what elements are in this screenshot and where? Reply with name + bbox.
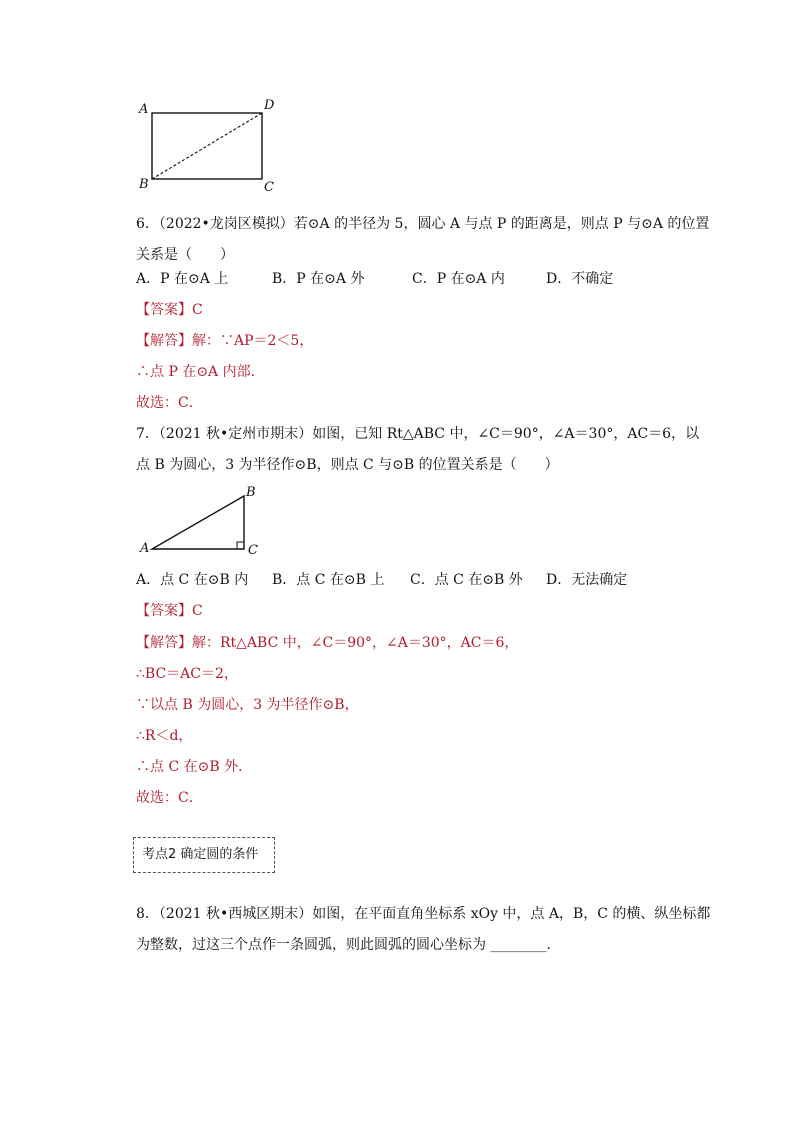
q7-stem-line2: 点 B 为圆心，3 为半径作⊙B，则点 C 与⊙B 的位置关系是（ ）	[136, 457, 559, 473]
triangle-label-a: A	[140, 541, 150, 556]
q7-stem-line1: 7．（2021 秋•定州市期末）如图，已知 Rt△ABC 中，∠C＝90°，∠A＝30°，AC＝6，以	[136, 426, 700, 442]
answer-value: C	[192, 603, 203, 619]
answer-label: 【答案】	[136, 302, 192, 318]
q7-answer	[136, 601, 203, 621]
q6-option-d: D．不确定	[546, 271, 614, 287]
q7-option-c: C．点 C 在⊙B 外	[410, 572, 523, 588]
q8-stem-line1: 8．（2021 秋•西城区期末）如图，在平面直角坐标系 xOy 中，点 A，B，C 的横、纵坐标都	[136, 906, 711, 922]
q6-option-a: A．P 在⊙A 上	[136, 271, 229, 287]
q7-analysis-line6: 故选：C．	[136, 790, 203, 806]
q8-stem-line2: 为整数，过这三个点作一条圆弧，则此圆弧的圆心坐标为 ________．	[136, 937, 561, 953]
section-heading: 考点2 确定圆的条件	[133, 837, 275, 873]
q6-stem-line2: 关系是（ ）	[136, 247, 234, 263]
analysis-label: 【解答】	[136, 635, 192, 651]
answer-value: C	[192, 302, 203, 318]
q6-analysis-line3: 故选：C．	[136, 395, 203, 411]
analysis-text: 解：Rt△ABC 中，∠C＝90°，∠A＝30°，AC＝6，	[192, 635, 519, 651]
q7-analysis-line1	[136, 633, 518, 653]
label-d: D	[264, 98, 275, 113]
q7-option-b: B．点 C 在⊙B 上	[272, 572, 385, 588]
label-a: A	[139, 102, 149, 117]
analysis-label: 【解答】	[136, 333, 192, 349]
triangle-abc	[152, 496, 244, 549]
triangle-label-c: C	[248, 543, 258, 558]
q6-option-b: B．P 在⊙A 外	[272, 271, 365, 287]
q7-analysis-line3: ∵以点 B 为圆心，3 为半径作⊙B，	[136, 697, 359, 713]
q6-analysis-line2: ∴点 P 在⊙A 内部．	[136, 364, 265, 380]
q6-stem-line1: 6．（2022•龙岗区模拟）若⊙A 的半径为 5，圆心 A 与点 P 的距离是，则点 P 与⊙A 的位置	[136, 216, 710, 232]
q7-option-d: D．无法确定	[546, 572, 628, 588]
answer-label: 【答案】	[136, 603, 192, 619]
q7-analysis-line4: ∴R＜d，	[136, 728, 193, 744]
q7-analysis-line5: ∴点 C 在⊙B 外．	[136, 759, 253, 775]
label-b: B	[139, 177, 149, 192]
triangle-label-b: B	[246, 485, 256, 500]
label-c: C	[264, 180, 274, 195]
q7-option-a: A．点 C 在⊙B 内	[136, 572, 249, 588]
right-angle-mark	[237, 542, 244, 549]
analysis-text: 解：∵AP＝2＜5，	[192, 333, 314, 349]
q7-analysis-line2: ∴BC＝AC＝2，	[136, 666, 238, 682]
q6-option-c: C．P 在⊙A 内	[412, 271, 505, 287]
